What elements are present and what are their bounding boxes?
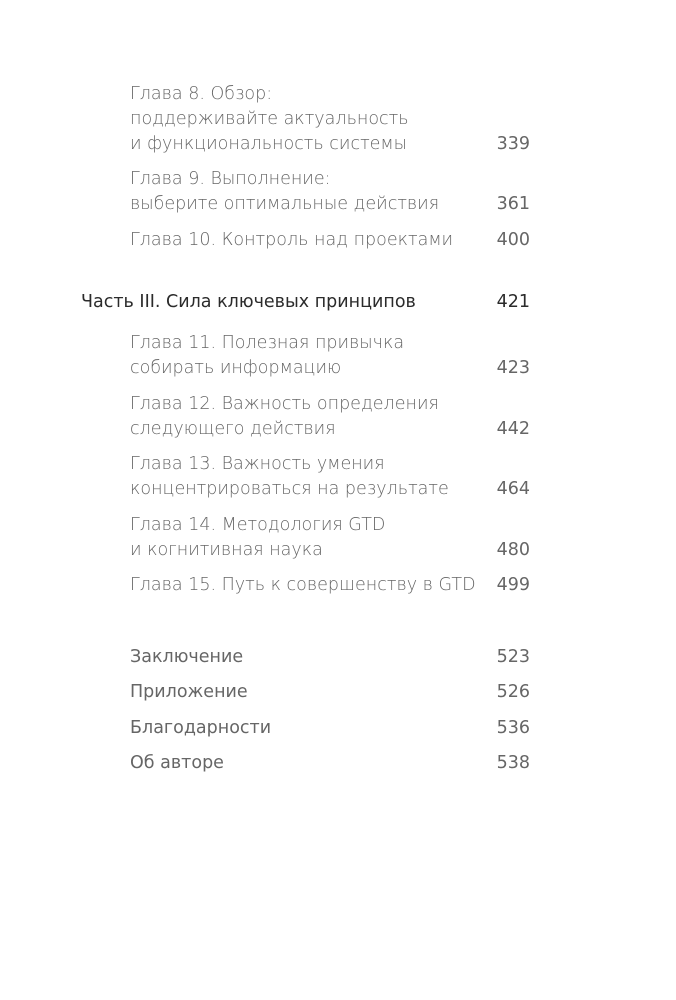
- toc-entry-title: Глава 14. Методология GTD и когнитивная наука: [130, 515, 386, 560]
- toc-entry-title: Приложение: [130, 682, 248, 702]
- toc-entry-page-number: 464: [496, 479, 530, 499]
- toc-entry-title: Глава 15. Путь к совершенству в GTD: [130, 575, 476, 595]
- toc-entry-page-number: 442: [496, 419, 530, 439]
- toc-entry-page-number: 499: [496, 575, 530, 595]
- toc-entry-page-number: 538: [496, 753, 530, 773]
- toc-entry-chapter-9: [0, 167, 676, 217]
- toc-entry-chapter-11: [0, 331, 676, 381]
- toc-entry-chapter-10: [0, 228, 676, 253]
- toc-entry-conclusion: [0, 645, 676, 670]
- toc-entry-page-number: 339: [496, 134, 530, 154]
- toc-entry-chapter-8: [0, 82, 676, 157]
- toc-entry-title: Часть III. Сила ключевых принципов: [81, 292, 416, 312]
- toc-entry-page-number: 400: [496, 230, 530, 250]
- toc-entry-about-author: [0, 751, 676, 776]
- toc-entry-chapter-15: [0, 573, 676, 598]
- toc-entry-chapter-13: [0, 452, 676, 502]
- toc-entry-page-number: 480: [496, 540, 530, 560]
- toc-entry-title: Благодарности: [130, 718, 272, 738]
- toc-entry-appendix: [0, 680, 676, 705]
- toc-entry-title: Глава 8. Обзор: поддерживайте актуальность и функциональность системы: [130, 84, 409, 154]
- toc-entry-page-number: 536: [496, 718, 530, 738]
- toc-entry-part-3: [0, 290, 676, 315]
- toc-entry-title: Заключение: [130, 647, 244, 667]
- toc-entry-page-number: 421: [496, 292, 530, 312]
- toc-entry-title: Об авторе: [130, 753, 224, 773]
- toc-entry-title: Глава 12. Важность определения следующего действия: [130, 394, 439, 439]
- toc-entry-page-number: 423: [496, 358, 530, 378]
- toc-entry-page-number: 361: [496, 194, 530, 214]
- toc-entry-title: Глава 10. Контроль над проектами: [130, 230, 454, 250]
- toc-entry-title: Глава 9. Выполнение: выберите оптимальные действия: [130, 169, 440, 214]
- toc-entry-chapter-14: [0, 513, 676, 563]
- toc-entry-chapter-12: [0, 392, 676, 442]
- toc-entry-page-number: 523: [496, 647, 530, 667]
- toc-entry-title: Глава 13. Важность умения концентрироваться на результате: [130, 454, 449, 499]
- toc-entry-page-number: 526: [496, 682, 530, 702]
- toc-entry-title: Глава 11. Полезная привычка собирать информацию: [130, 333, 405, 378]
- toc-entry-acknowledgements: [0, 716, 676, 741]
